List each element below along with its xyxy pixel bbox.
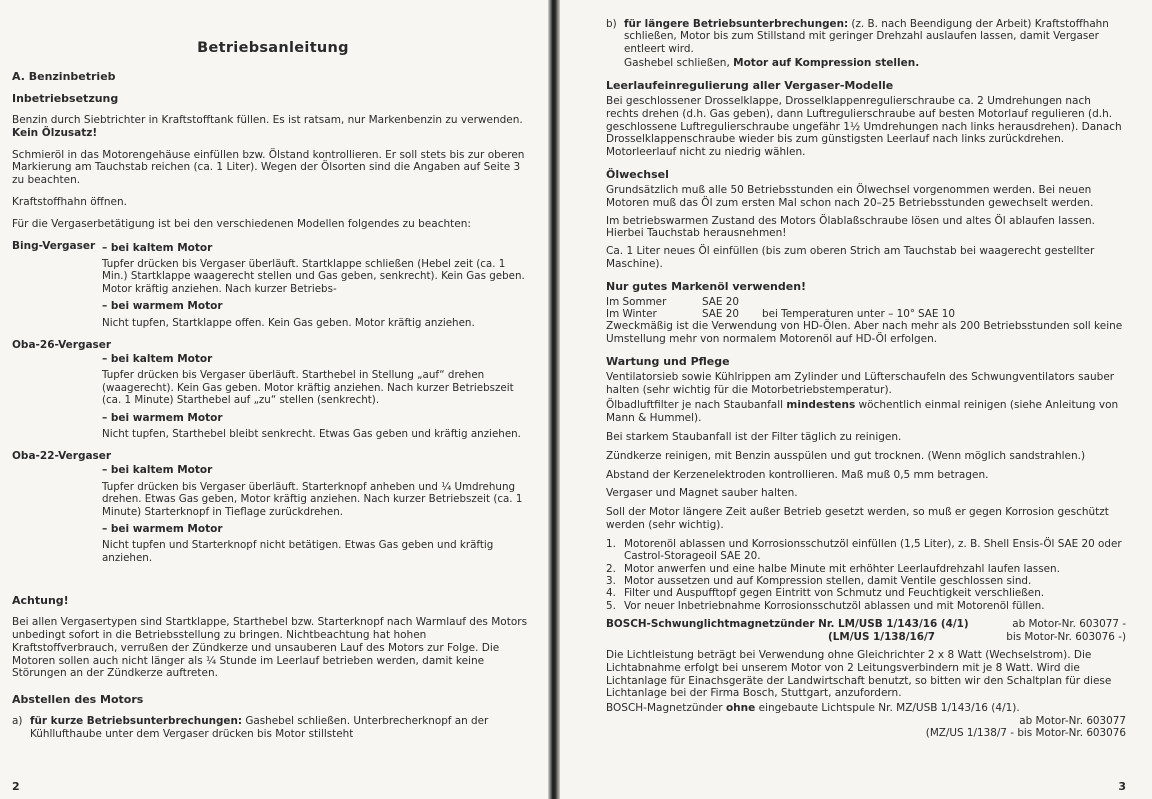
bosch-lm2-row (606, 631, 1126, 643)
bosch-lm-row (606, 618, 1126, 630)
list-text: Motor aussetzen und auf Kompression stellen, damit Ventile geschlossen sind. (624, 574, 1032, 587)
item-b-line2-bold: Motor auf Kompression stellen. (733, 57, 920, 70)
light-output-paragraph: Die Lichtleistung beträgt bei Verwendung ohne Gleichrichter 2 x 8 Watt (Wechselstrom). Die Lichtabnahme erfolgt bei unserem Motor von 2 Leitungsverbindern mit je 8 Watt. Wird die Lichtanlage für Einachsgeräte der Landwirtschaft benutzt, so bitten wir den Schaltplan für diese Lichtanlage bei der Firma Bosch, Stuttgart, anzufordern. (606, 649, 1112, 700)
list-number: 4. (606, 587, 616, 600)
wartung-fan: Ventilatorsieb sowie Kühlrippen am Zylinder und Lüfterschaufeln des Schwungventilators sauber halten (sehr wichtig für die Motorbetriebstemperatur). (606, 370, 1115, 396)
wartung-electrodes: Abstand der Kerzenelektroden kontrollieren. Maß muß 0,5 mm betragen. (606, 468, 989, 481)
list-item (606, 587, 1126, 599)
bing-warm-label: – bei warmem Motor (102, 300, 223, 313)
fuel-paragraph (12, 114, 534, 140)
bing-cold-text: Tupfer drücken bis Vergaser überläuft. Startklappe schließen (Hebel zeit (ca. 1 Min.) Startklappe waagerecht stellen und Gas geben, senkrecht). Kein Gas geben. Motor kräftig anziehen. Nach kurzer Betriebs- (102, 257, 525, 295)
item-b-text: (z. B. nach Beendigung der Arbeit) Kraftstoffhahn schließen, Motor bis zum Stillstand mit geringer Drehzahl auslaufen lassen, damit Vergaser entleert wird. (624, 18, 1109, 55)
inbetriebsetzung-heading: Inbetriebsetzung (12, 92, 119, 105)
item-a-prefix: a) (12, 715, 23, 728)
oba22-cold-text: Tupfer drücken bis Vergaser überläuft. Starterknopf anheben und ¼ Umdrehung drehen. Etwas Gas geben, Motor kräftig anziehen. Nach kurzer Betriebszeit (ca. 1 Minute) Starterknopf in Tieflage zurückdrehen. (102, 480, 523, 518)
bosch-mz-bold: ohne (725, 702, 756, 715)
book-gutter (548, 0, 560, 799)
achtung-heading: Achtung! (12, 594, 69, 608)
item-a-text: Gashebel schließen. Unterbrecherknopf an der Kühllufthaube unter dem Vergaser drücken bis Motor stillsteht (30, 715, 489, 740)
summer-label: Im Sommer (606, 295, 667, 308)
list-number: 3. (606, 574, 616, 587)
list-number: 1. (606, 537, 616, 550)
no-oil-note: Kein Ölzusatz! (12, 126, 98, 139)
oba26-warm-label: – bei warmem Motor (102, 411, 223, 424)
list-text: Motor anwerfen und eine halbe Minute mit erhöhter Leerlaufdrehzahl laufen lassen. (624, 562, 1060, 575)
short-interruption-item (12, 715, 534, 740)
item-b-bold: für längere Betriebsunterbrechungen: (624, 18, 849, 30)
bosch-mz-b: eingebaute Lichtspule Nr. MZ/USB 1/143/16 (4/1). (755, 702, 1020, 715)
bosch-mz-line (606, 702, 1126, 715)
wartung-filter-b: wöchentlich einmal reinigen (siehe Anleitung von Mann & Hummel). (606, 399, 1119, 425)
list-text: Filter und Auspufftopf gegen Eintritt von Schmutz und Feuchtigkeit verschließen. (624, 587, 1045, 600)
right-page (560, 0, 1152, 799)
wartung-filter-bold: mindestens (786, 399, 856, 412)
page-number-left: 2 (12, 780, 20, 793)
leerlauf-paragraph: Bei geschlossener Drosselklappe, Drosselklappenregulierschraube ca. 2 Umdrehungen nach rechts drehen (d.h. Gas geben), dann Luftregulierschraube auf besten Motorlauf regulieren (d.h. geschlossene Luftregulierschraube ungefähr 1½ Umdrehungen nach links herausdrehen). Danach Drosselklappenschraube wieder bis zum günstigsten Leerlauf nach links zurückdrehen. Motorleerlauf nicht zu niedrig wählen. (606, 95, 1122, 159)
wartung-carb-magnet: Vergaser und Magnet sauber halten. (606, 487, 798, 500)
hd-oil-paragraph: Zweckmäßig ist die Verwendung von HD-Ölen. Aber nach mehr als 200 Betriebsstunden soll keine Umstellung mehr von normalem Motorenöl auf HD-Öl erfolgen. (606, 320, 1123, 345)
oba22-carburetor-block (12, 462, 534, 569)
bosch-lm2-model: (LM/US 1/138/16/7 (828, 630, 936, 643)
leerlauf-heading: Leerlaufeinregulierung aller Vergaser-Modelle (606, 79, 894, 93)
oba26-cold-label: – bei kaltem Motor (102, 353, 213, 366)
winter-sae2: SAE 10 (918, 307, 955, 320)
oba22-warm-label: – bei warmem Motor (102, 523, 223, 536)
item-a-bold: für kurze Betriebsunterbrechungen: (30, 715, 243, 728)
bosch-lm2-range: bis Motor-Nr. 603076 -) (1006, 630, 1126, 643)
oba26-carburetor-block (12, 351, 534, 445)
page-number-right: 3 (1118, 780, 1126, 793)
oelwechsel-p2: Im betriebswarmen Zustand des Motors Ölablaßschraube lösen und altes Öl ablaufen lassen. Hierbei Tauchstab herausnehmen! (606, 214, 1096, 240)
item-b-prefix: b) (606, 18, 617, 30)
long-interruption-item (606, 18, 1126, 55)
bing-cold-label: – bei kaltem Motor (102, 241, 213, 254)
list-item (606, 538, 1126, 563)
left-page (0, 0, 548, 799)
bosch-mz-range: ab Motor-Nr. 603077 (1019, 714, 1126, 727)
bosch-lm-range: ab Motor-Nr. 603077 - (1012, 618, 1126, 631)
winter-label: Im Winter (606, 307, 657, 320)
list-number: 5. (606, 599, 616, 612)
item-b-line2 (606, 57, 1126, 70)
carburetor-intro: Für die Vergaserbetätigung ist bei den verschiedenen Modellen folgendes zu beachten: (12, 217, 471, 230)
summer-sae: SAE 20 (702, 295, 739, 308)
oelwechsel-heading: Ölwechsel (606, 168, 669, 181)
wartung-spark-plug: Zündkerze reinigen, mit Benzin ausspülen und gut trocknen. (Wenn möglich sandstrahlen.) (606, 449, 1086, 462)
oba22-warm-text: Nicht tupfen und Starterknopf nicht betätigen. Etwas Gas geben und kräftig anziehen. (102, 539, 494, 564)
bing-warm-text: Nicht tupfen, Startklappe offen. Kein Gas geben. Motor kräftig anziehen. (102, 316, 475, 329)
wartung-dust: Bei starkem Staubanfall ist der Filter täglich zu reinigen. (606, 430, 902, 443)
oelwechsel-p1: Grundsätzlich muß alle 50 Betriebsstunden ein Ölwechsel vorgenommen werden. Bei neuen Motoren muß das Öl zum ersten Mal schon nach 20–25 Betriebsstunden gewechselt werden. (606, 184, 1094, 209)
list-item (606, 600, 1126, 612)
achtung-paragraph: Bei allen Vergasertypen sind Startklappe, Starthebel bzw. Starterknopf nach Warmlauf des Motors unbedingt sofort in die Betriebsstellung zu bringen. Nichtbeachtung hat hohen Kraftstoffverbrauch, verrußen der Zündkerze und unsauberen Lauf des Motors zur Folge. Die Motoren sollen auch nicht länger als ¼ Stunde im Leerlauf betrieben werden, damit keine Störungen an der Zündkerze auftreten. (12, 616, 528, 680)
oil-fill-paragraph: Schmieröl in das Motorengehäuse einfüllen bzw. Ölstand kontrollieren. Er soll stets bis zur oberen Markierung am Tauchstab reichen (ca. 1 Liter). Wegen der Ölsorten sind die Angaben auf Seite 3 zu beachten. (12, 148, 525, 187)
fuel-text: Benzin durch Siebtrichter in Kraftstofftank füllen. Es ist ratsam, nur Markenbenzin zu verwenden. (12, 114, 523, 126)
oil-grade-table (606, 296, 1126, 320)
wartung-filter (606, 399, 1126, 425)
oba22-cold-label: – bei kaltem Motor (102, 464, 213, 477)
page-title: Betriebsanleitung (197, 40, 349, 56)
markenoel-heading: Nur gutes Markenöl verwenden! (606, 279, 807, 293)
bosch-lm-model: BOSCH-Schwunglichtmagnetzünder Nr. LM/USB 1/143/16 (4/1) (606, 618, 969, 631)
list-item (606, 575, 1126, 587)
list-number: 2. (606, 562, 616, 575)
bing-carburetor-block (12, 240, 534, 334)
winter-sae: SAE 20 (702, 307, 739, 320)
wartung-storage: Soll der Motor längere Zeit außer Betrieb gesetzt werden, so muß er gegen Korrosion geschützt werden (sehr wichtig). (606, 506, 1109, 531)
oelwechsel-p3: Ca. 1 Liter neues Öl einfüllen (bis zum oberen Strich am Tauchstab bei waagerecht gestellter Maschine). (606, 245, 1095, 270)
item-b-line2-text: Gashebel schließen, (624, 57, 734, 70)
storage-steps-list (606, 538, 1126, 612)
section-a-heading: A. Benzinbetrieb (12, 70, 116, 83)
wartung-filter-a: Ölbadluftfilter je nach Staubanfall (606, 399, 787, 412)
list-text: Motorenöl ablassen und Korrosionsschutzöl einfüllen (1,5 Liter), z. B. Shell Ensis-Öl SAE 20 oder Castrol-Storageoil SAE 20. (624, 537, 1122, 563)
bosch-mz-a: BOSCH-Magnetzünder (606, 702, 726, 715)
oba22-carburetor-name: Oba-22-Vergaser (12, 450, 112, 463)
bosch-mz2-range: (MZ/US 1/138/7 - bis Motor-Nr. 603076 (925, 727, 1126, 740)
oba26-warm-text: Nicht tupfen, Starthebel bleibt senkrecht. Etwas Gas geben und kräftig anziehen. (102, 428, 521, 441)
oba26-cold-text: Tupfer drücken bis Vergaser überläuft. Starthebel in Stellung „auf“ drehen (waagerecht). Kein Gas geben. Motor kräftig anziehen. Nach kurzer Betriebszeit (ca. 1 Minute) Starthebel auf „zu“ stellen (senkrecht). (102, 369, 514, 407)
oba26-carburetor-name: Oba-26-Vergaser (12, 339, 112, 352)
fuel-tap-paragraph: Kraftstoffhahn öffnen. (12, 195, 128, 208)
list-text: Vor neuer Inbetriebnahme Korrosionsschutzöl ablassen und mit Motorenöl füllen. (624, 599, 1045, 612)
winter-temp: bei Temperaturen unter – 10° (762, 307, 916, 320)
wartung-heading: Wartung und Pflege (606, 354, 730, 368)
abstellen-heading: Abstellen des Motors (12, 693, 144, 707)
bing-carburetor-name: Bing-Vergaser (12, 239, 96, 252)
list-item (606, 563, 1126, 575)
